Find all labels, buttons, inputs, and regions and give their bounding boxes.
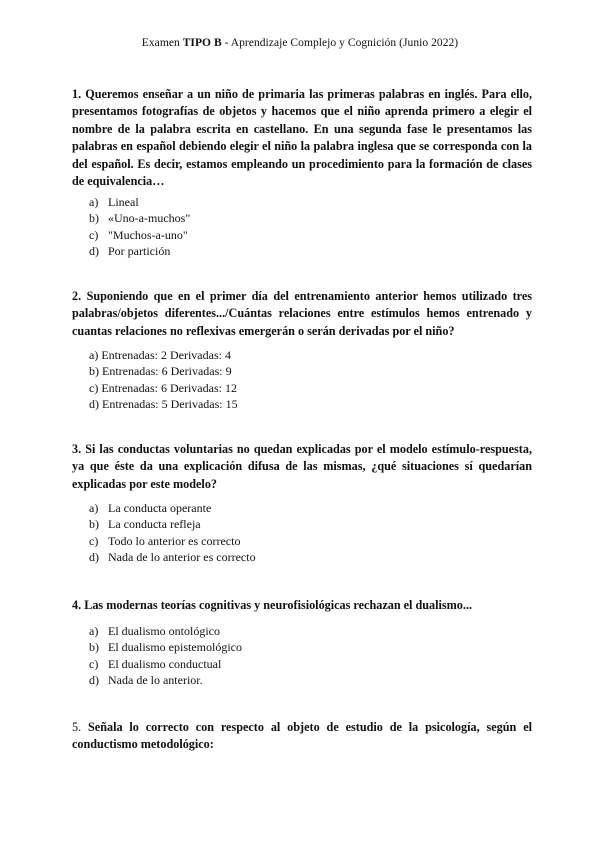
question-3-option-d[interactable] [72,549,532,565]
option-text: La conducta operante [108,501,212,515]
question-1-option-a[interactable] [72,194,532,210]
question-2-option-b[interactable]: b) Entrenadas: 6 Derivadas: 9 [89,364,232,379]
option-letter: d) [89,672,99,687]
question-3-option-a[interactable] [72,500,532,516]
question-1-option-d[interactable] [72,243,532,259]
option-letter: b) [89,211,99,226]
option-text: La conducta refleja [108,517,201,532]
question-2-option-a[interactable]: a) Entrenadas: 2 Derivadas: 4 [89,348,231,362]
question-4-text: 4. Las modernas teorías cognitivas y neurofisiológicas rechazan el dualismo... [72,598,473,612]
header-prefix: Examen [141,37,183,49]
option-letter: c) [89,227,99,242]
option-text: El dualismo epistemológico [108,640,242,655]
question-3-option-b[interactable] [72,516,532,532]
question-4-options [72,623,532,688]
option-letter: c) [89,656,99,671]
question-3-options [72,500,532,565]
option-letter: b) [89,517,99,532]
question-4-option-d[interactable] [72,672,532,688]
question-4-option-b[interactable] [72,639,532,655]
question-2-option-d[interactable]: d) Entrenadas: 5 Derivadas: 15 [89,396,238,411]
question-2-text: 2. Suponiendo que en el primer día del entrenamiento anterior hemos utilizado tres palabras/objetos diferentes.../Cuántas relaciones entre estímulos hemos entrenado y cuantas relaciones no reflexivas emergerán o serán derivadas por el niño? [72,289,532,338]
question-1-text: 1. Queremos enseñar a un niño de primaria las primeras palabras en inglés. Para ello, presentamos fotografías de objetos y hacemos que el niño aprenda primero a elegir el nombre de la palabra escrita en castellano. En una segunda fase le presentamos las palabras en español debiendo elegir el niño la palabra inglesa que se corresponda con la del español. Es decir, estamos empleando un procedimiento para la formación de clases de equivalencia… [72,87,532,189]
option-text: Nada de lo anterior es correcto [108,549,256,564]
option-text: Por partición [108,243,171,258]
question-1-option-c[interactable] [72,227,532,243]
question-5-body: Señala lo correcto con respecto al objeto de estudio de la psicología, según el conductismo metodológico: [72,720,532,752]
option-text: Nada de lo anterior. [108,672,203,687]
question-3-text: 3. Si las conductas voluntarias no quedan explicadas por el modelo estímulo-respuesta, ya que éste da una explicación difusa de las mismas, ¿qué situaciones sí quedarían explicadas por este modelo? [72,442,532,491]
option-letter: c) [89,533,99,548]
question-5-number: 5. [72,720,82,734]
option-text: Lineal [108,195,139,209]
question-1-option-b[interactable] [72,210,532,226]
option-letter: d) [89,243,99,258]
question-5-text [72,719,532,754]
option-letter: a) [89,501,99,515]
question-4-option-a[interactable] [72,623,532,639]
question-2-options [72,347,532,412]
option-letter: b) [89,640,99,655]
option-letter: a) [89,624,99,638]
option-text: El dualismo conductual [108,656,222,671]
header-tipo: TIPO B [182,37,222,49]
header-suffix: - Aprendizaje Complejo y Cognición (Junio 2022) [221,37,459,49]
option-text: Todo lo anterior es correcto [108,533,241,548]
question-4-option-c[interactable] [72,656,532,672]
option-text: «Uno-a-muchos" [108,211,191,226]
option-text: "Muchos-a-uno" [108,227,188,242]
option-text: El dualismo ontológico [108,624,220,638]
question-2-option-c[interactable]: c) Entrenadas: 6 Derivadas: 12 [89,380,237,395]
question-3-option-c[interactable] [72,533,532,549]
page-header [0,37,600,49]
option-letter: d) [89,549,99,564]
question-1-options [72,194,532,259]
option-letter: a) [89,195,99,209]
